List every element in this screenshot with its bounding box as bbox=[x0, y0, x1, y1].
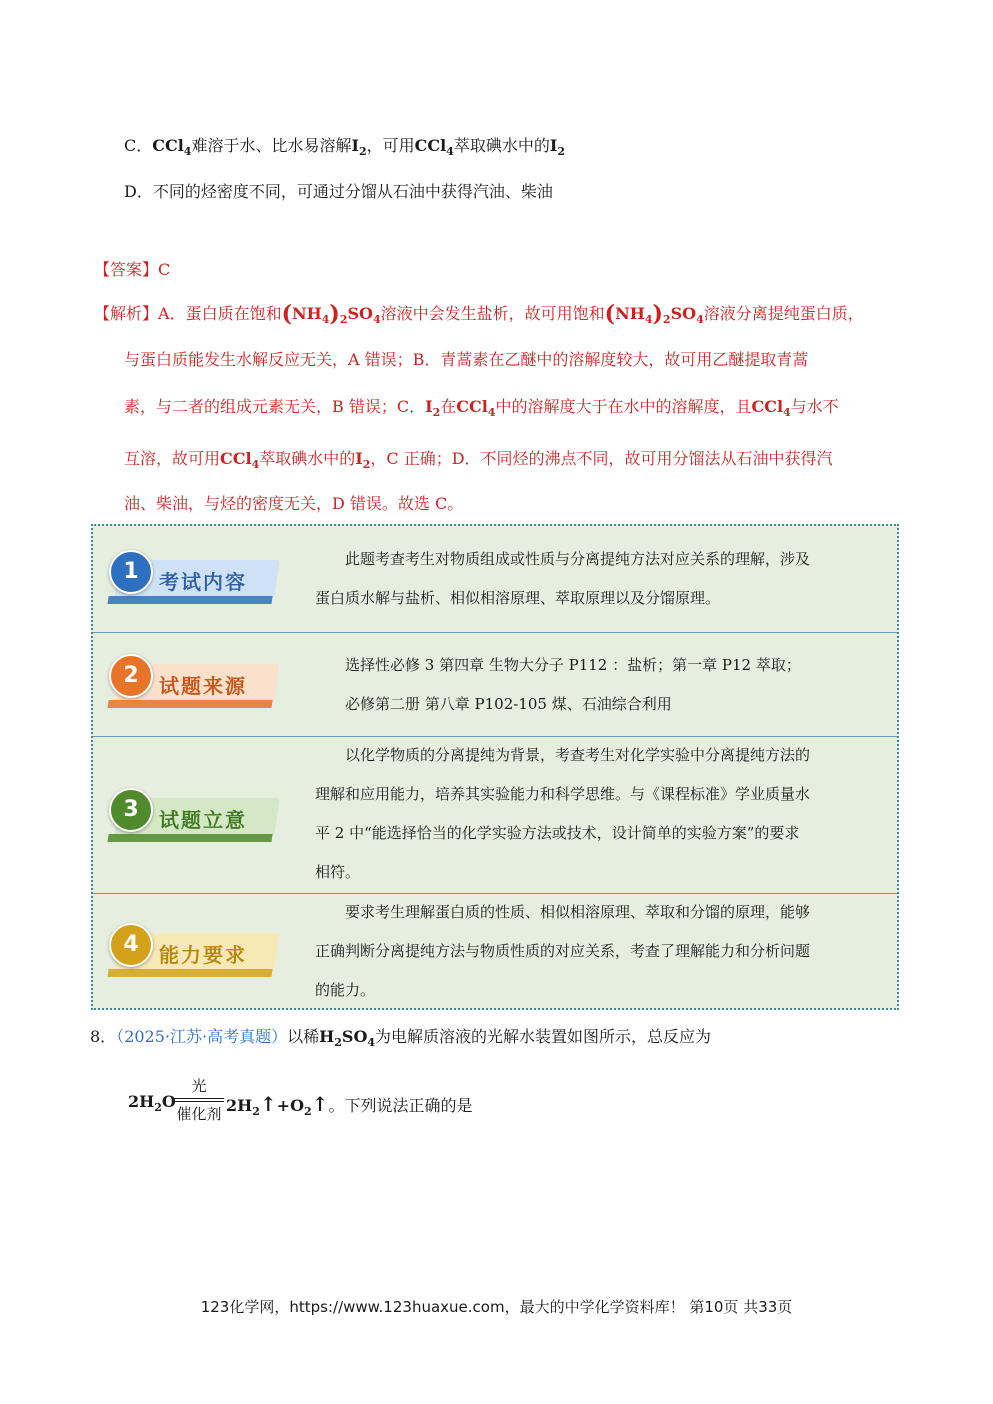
question-number: 8． bbox=[90, 1027, 117, 1046]
badge-number: 4 bbox=[109, 923, 153, 967]
analysis-text: 选择性必修 3 第四章 生物大分子 P112 ：盐析；第一章 P12 萃取； 必修第二册 第八章 P102-105 煤、石油综合利用 bbox=[345, 656, 801, 713]
answer-label: 【答案】 bbox=[94, 260, 159, 279]
badge-title: 考试内容 bbox=[159, 570, 247, 594]
badge-number: 1 bbox=[109, 550, 153, 594]
explanation-line-5: 油、柴油，与烃的密度无关，D 错误。故选 C。 bbox=[124, 494, 464, 513]
analysis-text: 以化学物质的分离提纯为背景，考查考生对化学实验中分离提纯方法的 理解和应用能力，培养其实验能力和科学思维。与《课程标准》学业质量水 平 2 中“能选择恰当的化学实验方法或技术，设计简单的实验方案”的要求 相符。 bbox=[315, 746, 811, 881]
answer-value: C bbox=[158, 260, 171, 279]
badge-3 bbox=[109, 788, 289, 848]
question-8: 8．（2025·江苏·高考真题）以稀$H_2SO_4$为电解质溶液的光解水装置如图所示，总反应为 bbox=[90, 1027, 712, 1049]
page-footer: 123化学网，https://www.123huaxue.com，最大的中学化学资料库！ 第10页 共33页 bbox=[200, 1298, 793, 1316]
analysis-row-4 bbox=[93, 893, 897, 1008]
badge-4 bbox=[109, 923, 289, 983]
analysis-text: 要求考生理解蛋白质的性质、相似相溶原理、萃取和分馏的原理，能够 正确判断分离提纯方法与物质性质的对应关系，考查了理解能力和分析问题 的能力。 bbox=[315, 903, 811, 999]
analysis-box bbox=[91, 524, 899, 1010]
badge-title: 试题立意 bbox=[159, 808, 247, 832]
analysis-row-2 bbox=[93, 632, 897, 737]
explanation-line-3: 素，与二者的组成元素无关，B 错误；C．$I_2$在CCl$_4$中的溶解度大于在水中的溶解度，且CCl$_4$与水不 bbox=[124, 397, 839, 419]
explanation-line-2: 与蛋白质能发生水解反应无关，A 错误；B．青蒿素在乙醚中的溶解度较大，故可用乙醚提取青蒿 bbox=[124, 350, 809, 369]
explanation-label: 【解析】 bbox=[94, 304, 159, 323]
analysis-row-1 bbox=[93, 526, 897, 633]
answer bbox=[94, 258, 170, 282]
analysis-row-3 bbox=[93, 736, 897, 894]
option-c-letter: C． bbox=[124, 136, 153, 155]
badge-2 bbox=[109, 654, 289, 714]
explanation-line-1: 【解析】A．蛋白质在饱和$(NH_4)_2SO_4$溶液中会发生盐析，故可用饱和$(NH_4)_2SO_4$溶液分离提纯蛋白质， bbox=[94, 301, 864, 327]
badge-number: 2 bbox=[109, 654, 153, 698]
badge-1 bbox=[109, 550, 289, 610]
option-d: D．不同的烃密度不同，可通过分馏从石油中获得汽油、柴油 bbox=[124, 182, 553, 201]
badge-title: 试题来源 bbox=[159, 674, 247, 698]
option-c: C．CCl$_4$难溶于水、比水易溶解$I_2$，可用CCl$_4$萃取碘水中的$I_2$ bbox=[124, 136, 565, 158]
explanation-line-4: 互溶，故可用CCl$_4$萃取碘水中的$I_2$，C 正确；D．不同烃的沸点不同，故可用分馏法从石油中获得汽 bbox=[124, 449, 833, 471]
badge-title: 能力要求 bbox=[159, 943, 247, 967]
reaction-condition: 光 催化剂 bbox=[174, 1076, 224, 1124]
question-source: （2025·江苏·高考真题） bbox=[116, 1027, 288, 1046]
analysis-text: 此题考查考生对物质组成或性质与分离提纯方法对应关系的理解，涉及 蛋白质水解与盐析、相似相溶原理、萃取原理以及分馏原理。 bbox=[315, 550, 811, 607]
badge-number: 3 bbox=[109, 788, 153, 832]
